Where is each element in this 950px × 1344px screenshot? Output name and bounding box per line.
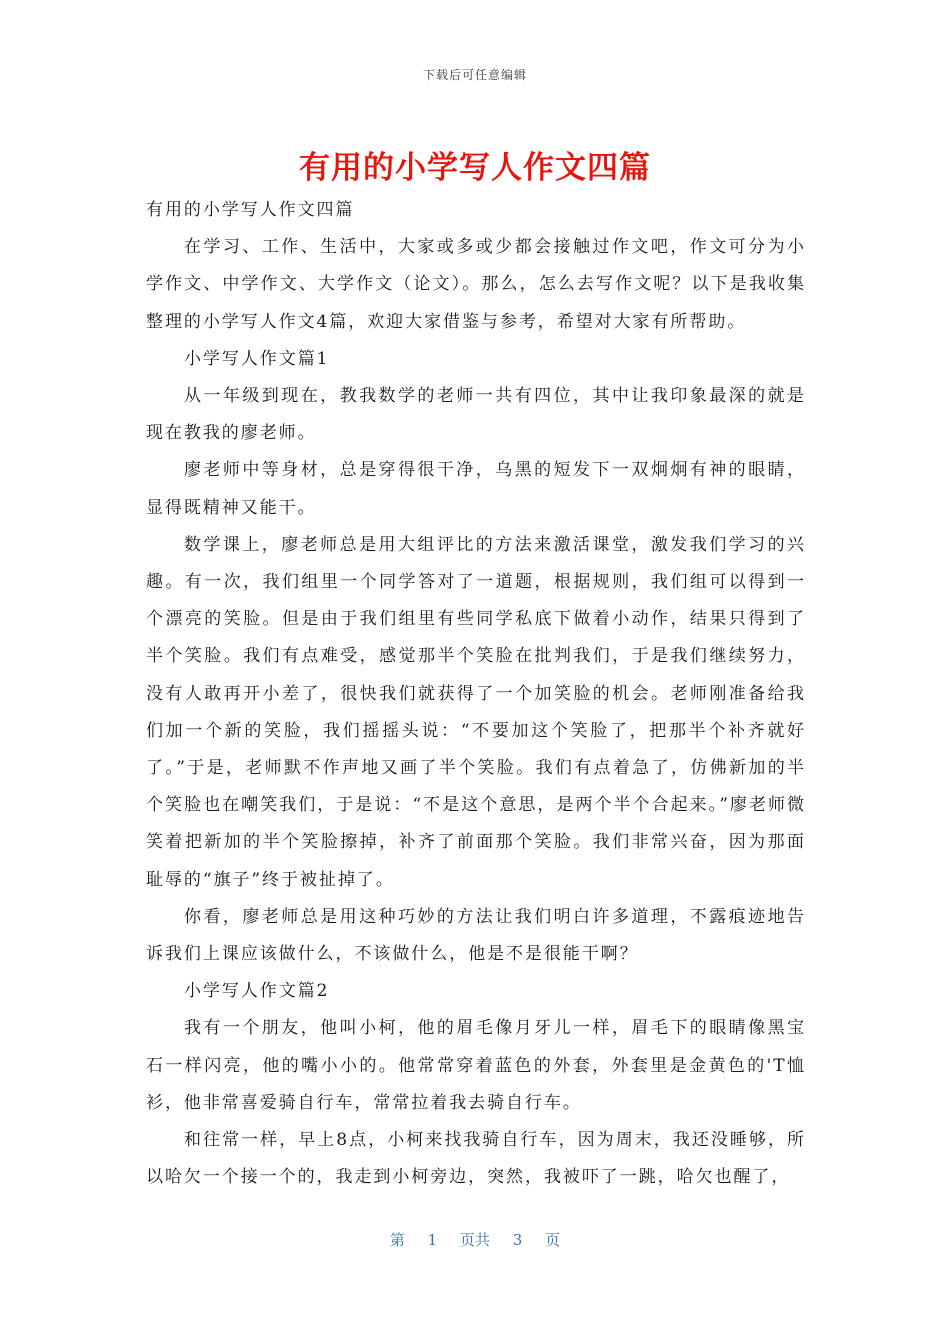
paragraph-subtitle: 有用的小学写人作文四篇 bbox=[146, 200, 355, 220]
page-footer bbox=[0, 1229, 950, 1250]
footer-page-prefix: 第 bbox=[389, 1231, 405, 1249]
paragraph: 我有一个朋友，他叫小柯，他的眉毛像月牙儿一样，眉毛下的眼睛像黑宝石一样闪亮，他的嘴小小的。他常常穿着蓝色的外套，外套里是金黄色的'T恤衫，他非常喜爱骑自行车，常常拉着我去骑自行车。 bbox=[146, 1018, 806, 1113]
page-header-note: 下载后可任意编辑 bbox=[422, 68, 527, 82]
paragraph-intro: 在学习、工作、生活中，大家或多或少都会接触过作文吧，作文可分为小学作文、中学作文、大学作文（论文）。那么，怎么去写作文呢？以下是我收集整理的小学写人作文4篇，欢迎大家借鉴与参考，希望对大家有所帮助。 bbox=[146, 237, 806, 332]
footer-page-total: 3 bbox=[512, 1231, 523, 1249]
paragraph: 数学课上，廖老师总是用大组评比的方法来激活课堂，激发我们学习的兴趣。有一次，我们组里一个同学答对了一道题，根据规则，我们组可以得到一个漂亮的笑脸。但是由于我们组里有些同学私底下做着小动作，结果只得到了半个笑脸。我们有点难受，感觉那半个笑脸在批判我们，于是我们继续努力，没有人敢再开小差了，很快我们就获得了一个加笑脸的机会。老师刚准备给我们加一个新的笑脸，我们摇摇头说：“不要加这个笑脸了，把那半个补齐就好了。”于是，老师默不作声地又画了半个笑脸。我们有点着急了，仿佛新加的半个笑脸也在嘲笑我们，于是说：“不是这个意思，是两个半个合起来。”廖老师微笑着把新加的半个笑脸擦掉，补齐了前面那个笑脸。我们非常兴奋，因为那面耻辱的“旗子”终于被扯掉了。 bbox=[146, 534, 806, 890]
footer-page-suffix: 页 bbox=[545, 1231, 561, 1249]
paragraph: 廖老师中等身材，总是穿得很干净，乌黑的短发下一双炯炯有神的眼睛，显得既精神又能干。 bbox=[146, 460, 806, 518]
document-title: 有用的小学写人作文四篇 bbox=[299, 150, 651, 186]
document-body bbox=[146, 192, 806, 1196]
paragraph: 从一年级到现在，教我数学的老师一共有四位，其中让我印象最深的就是现在教我的廖老师。 bbox=[146, 386, 806, 444]
section-heading-1: 小学写人作文篇1 bbox=[184, 348, 330, 369]
section-heading-2: 小学写人作文篇2 bbox=[184, 981, 330, 1002]
paragraph: 和往常一样，早上8点，小柯来找我骑自行车，因为周末，我还没睡够，所以哈欠一个接一个的，我走到小柯旁边，突然，我被吓了一跳，哈欠也醒了， bbox=[146, 1130, 806, 1188]
footer-page-middle: 页共 bbox=[459, 1231, 490, 1249]
footer-page-number: 1 bbox=[427, 1231, 438, 1249]
paragraph: 你看，廖老师总是用这种巧妙的方法让我们明白许多道理，不露痕迹地告诉我们上课应该做什么，不该做什么，他是不是很能干啊？ bbox=[146, 906, 806, 965]
